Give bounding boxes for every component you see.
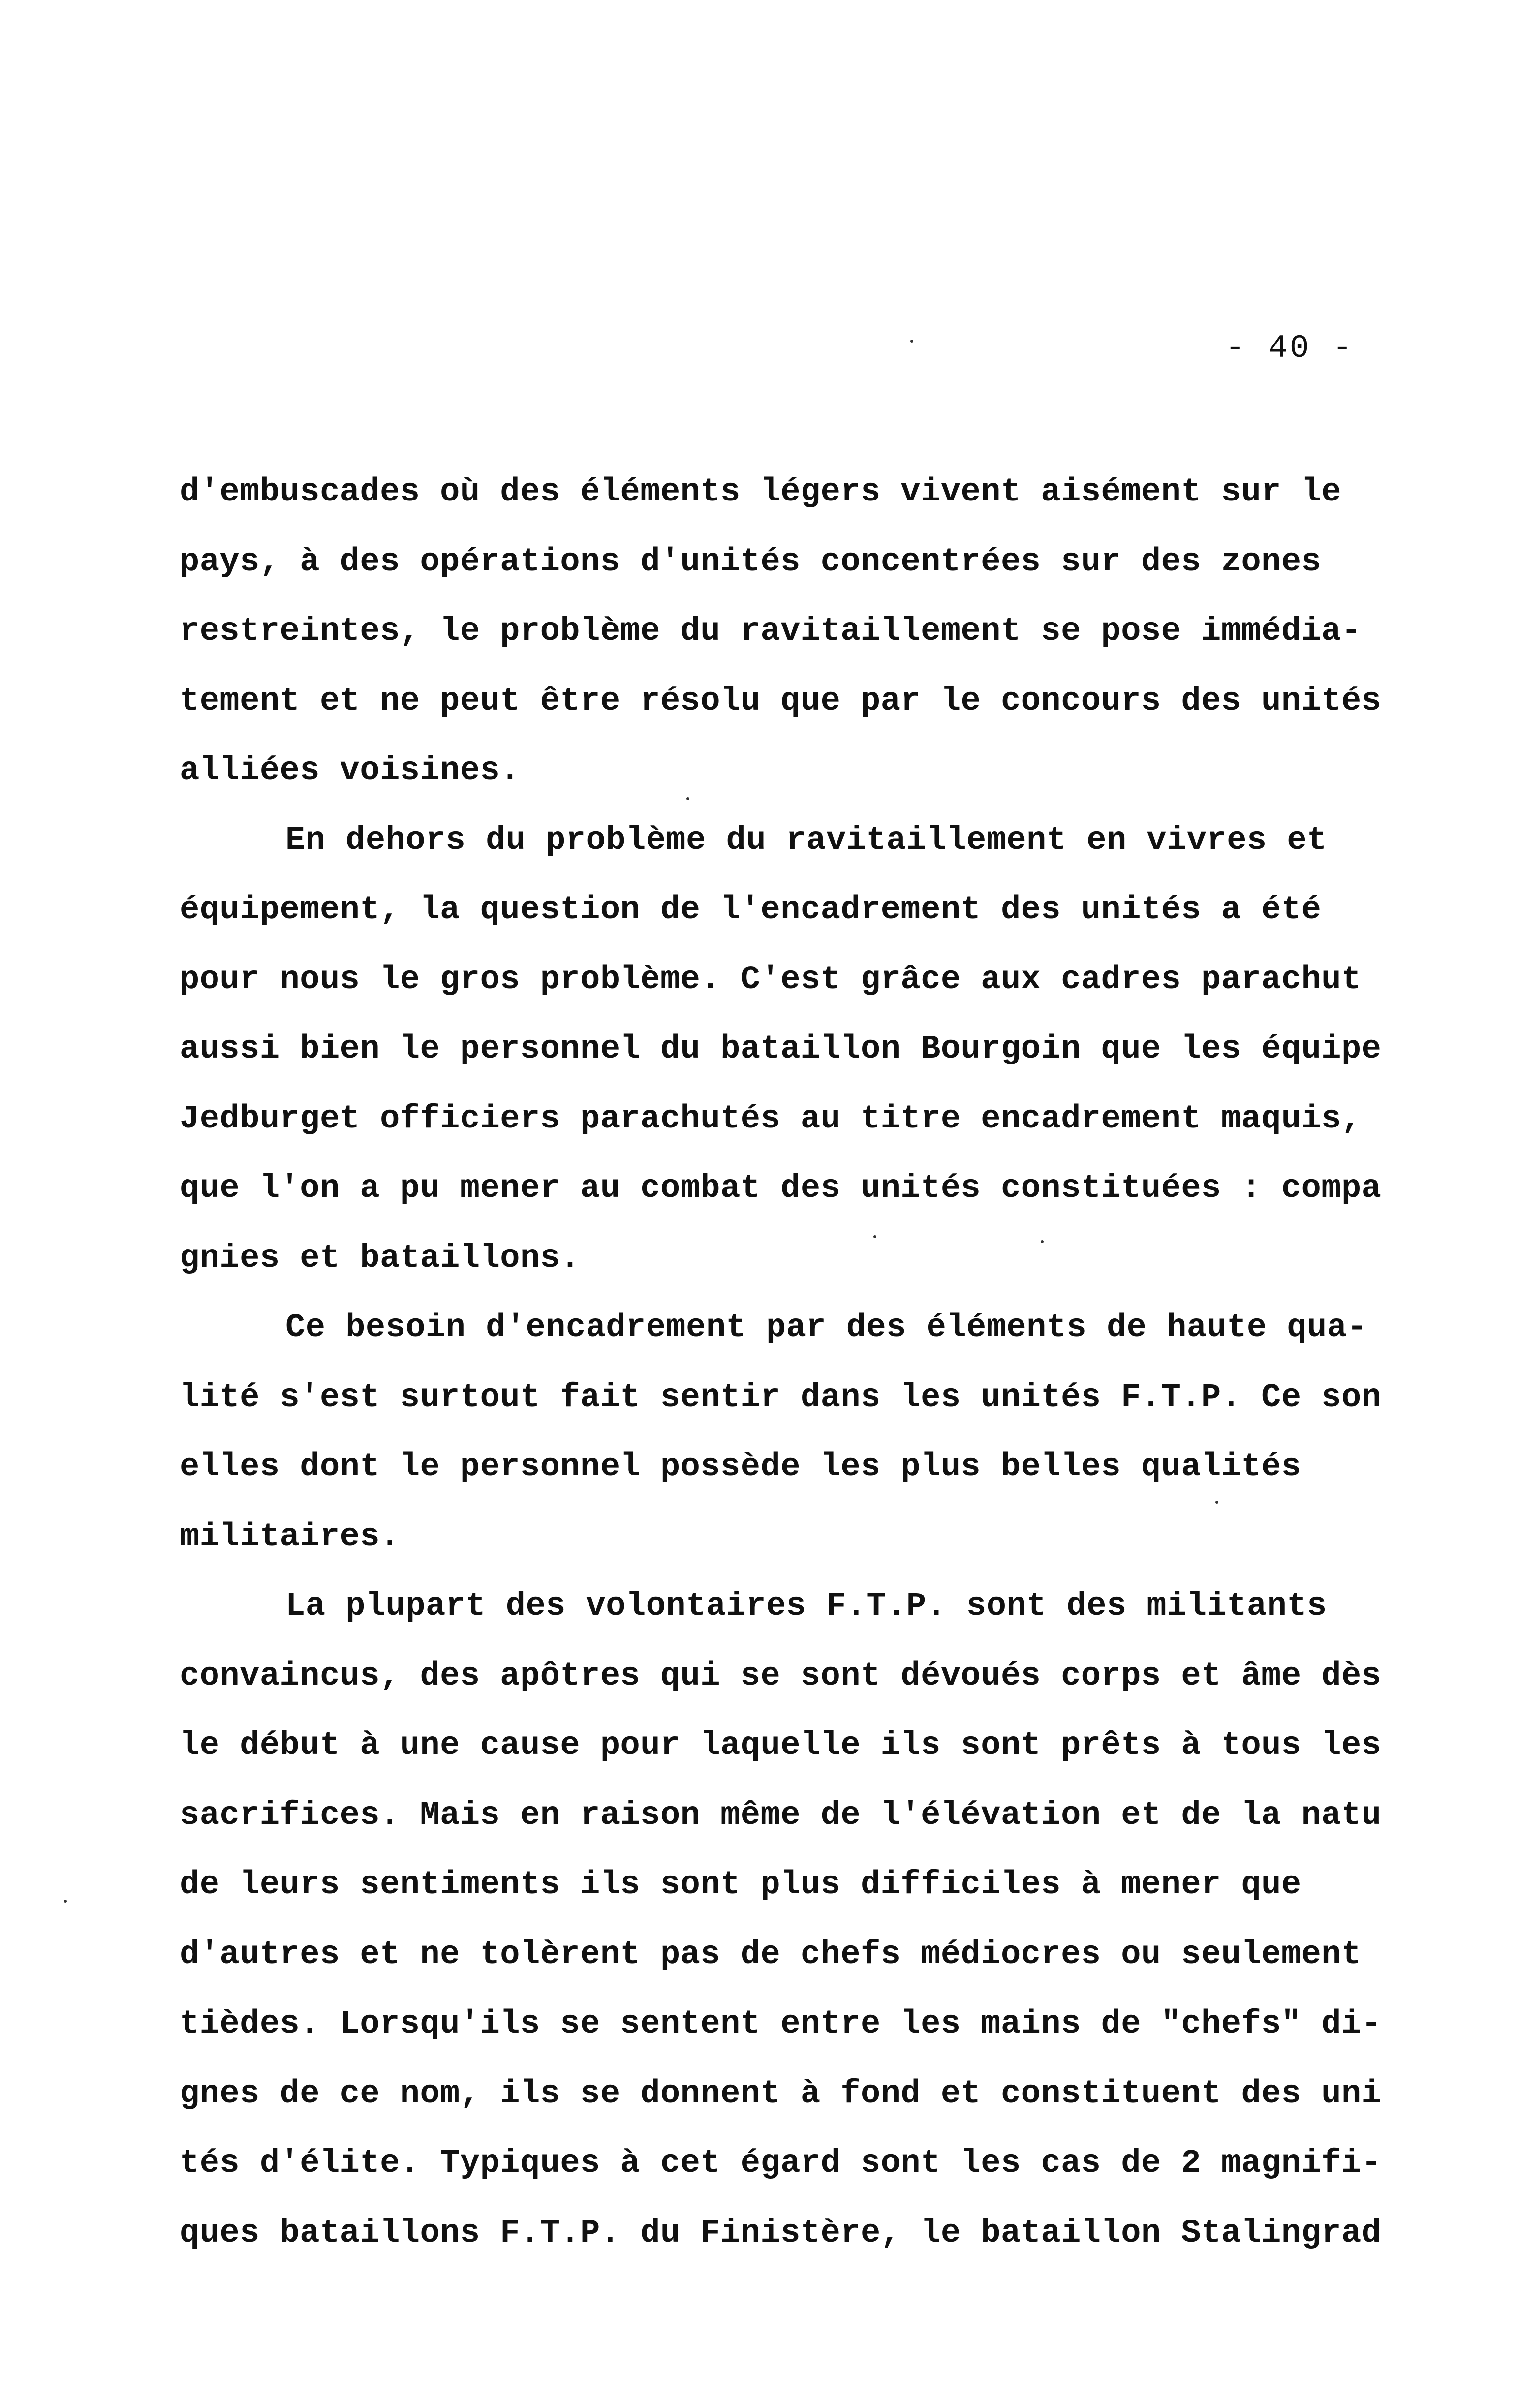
text-line: tement et ne peut être résolu que par le concours des unités: [180, 682, 1382, 720]
text-line: Ce besoin d'encadrement par des éléments de haute qua-: [285, 1309, 1367, 1346]
page-number: - 40 -: [1225, 330, 1354, 367]
scan-speck: [873, 1235, 876, 1238]
body-text: [180, 458, 1479, 2268]
scan-speck: [64, 1900, 67, 1903]
text-line: sacrifices. Mais en raison même de l'élévation et de la natu: [180, 1796, 1382, 1834]
scan-speck: [686, 797, 689, 800]
scan-speck: [1215, 1501, 1218, 1504]
scan-speck: [910, 340, 913, 343]
text-line: le début à une cause pour laquelle ils sont prêts à tous les: [180, 1727, 1382, 1764]
text-line: équipement, la question de l'encadrement des unités a été: [180, 891, 1322, 929]
text-line: d'embuscades où des éléments légers vivent aisément sur le: [180, 473, 1341, 511]
text-line: gnes de ce nom, ils se donnent à fond et constituent des uni: [180, 2075, 1382, 2113]
text-line: elles dont le personnel possède les plus belles qualités: [180, 1448, 1302, 1486]
text-line: pays, à des opérations d'unités concentrées sur des zones: [180, 543, 1322, 581]
text-line: d'autres et ne tolèrent pas de chefs médiocres ou seulement: [180, 1936, 1362, 1973]
text-line: tièdes. Lorsqu'ils se sentent entre les mains de "chefs" di-: [180, 2005, 1382, 2043]
text-line: En dehors du problème du ravitaillement en vivres et: [285, 821, 1327, 859]
text-line: de leurs sentiments ils sont plus difficiles à mener que: [180, 1866, 1302, 1904]
text-line: convaincus, des apôtres qui se sont dévoués corps et âme dès: [180, 1657, 1382, 1695]
scan-speck: [1041, 1240, 1044, 1243]
text-line: aussi bien le personnel du bataillon Bourgoin que les équipe: [180, 1031, 1382, 1068]
text-line: La plupart des volontaires F.T.P. sont des militants: [285, 1588, 1327, 1625]
text-line: gnies et bataillons.: [180, 1239, 581, 1277]
text-line: lité s'est surtout fait sentir dans les unités F.T.P. Ce son: [180, 1378, 1382, 1416]
text-line: militaires.: [180, 1518, 400, 1556]
text-line: alliées voisines.: [180, 752, 521, 789]
text-line: tés d'élite. Typiques à cet égard sont les cas de 2 magnifi-: [180, 2145, 1382, 2182]
text-line: Jedburget officiers parachutés au titre encadrement maquis,: [180, 1100, 1362, 1138]
text-line: que l'on a pu mener au combat des unités constituées : compa: [180, 1170, 1382, 1207]
text-line: pour nous le gros problème. C'est grâce aux cadres parachut: [180, 961, 1362, 999]
text-line: ques bataillons F.T.P. du Finistère, le bataillon Stalingrad: [180, 2214, 1382, 2252]
text-line: restreintes, le problème du ravitaillement se pose immédia-: [180, 613, 1362, 650]
